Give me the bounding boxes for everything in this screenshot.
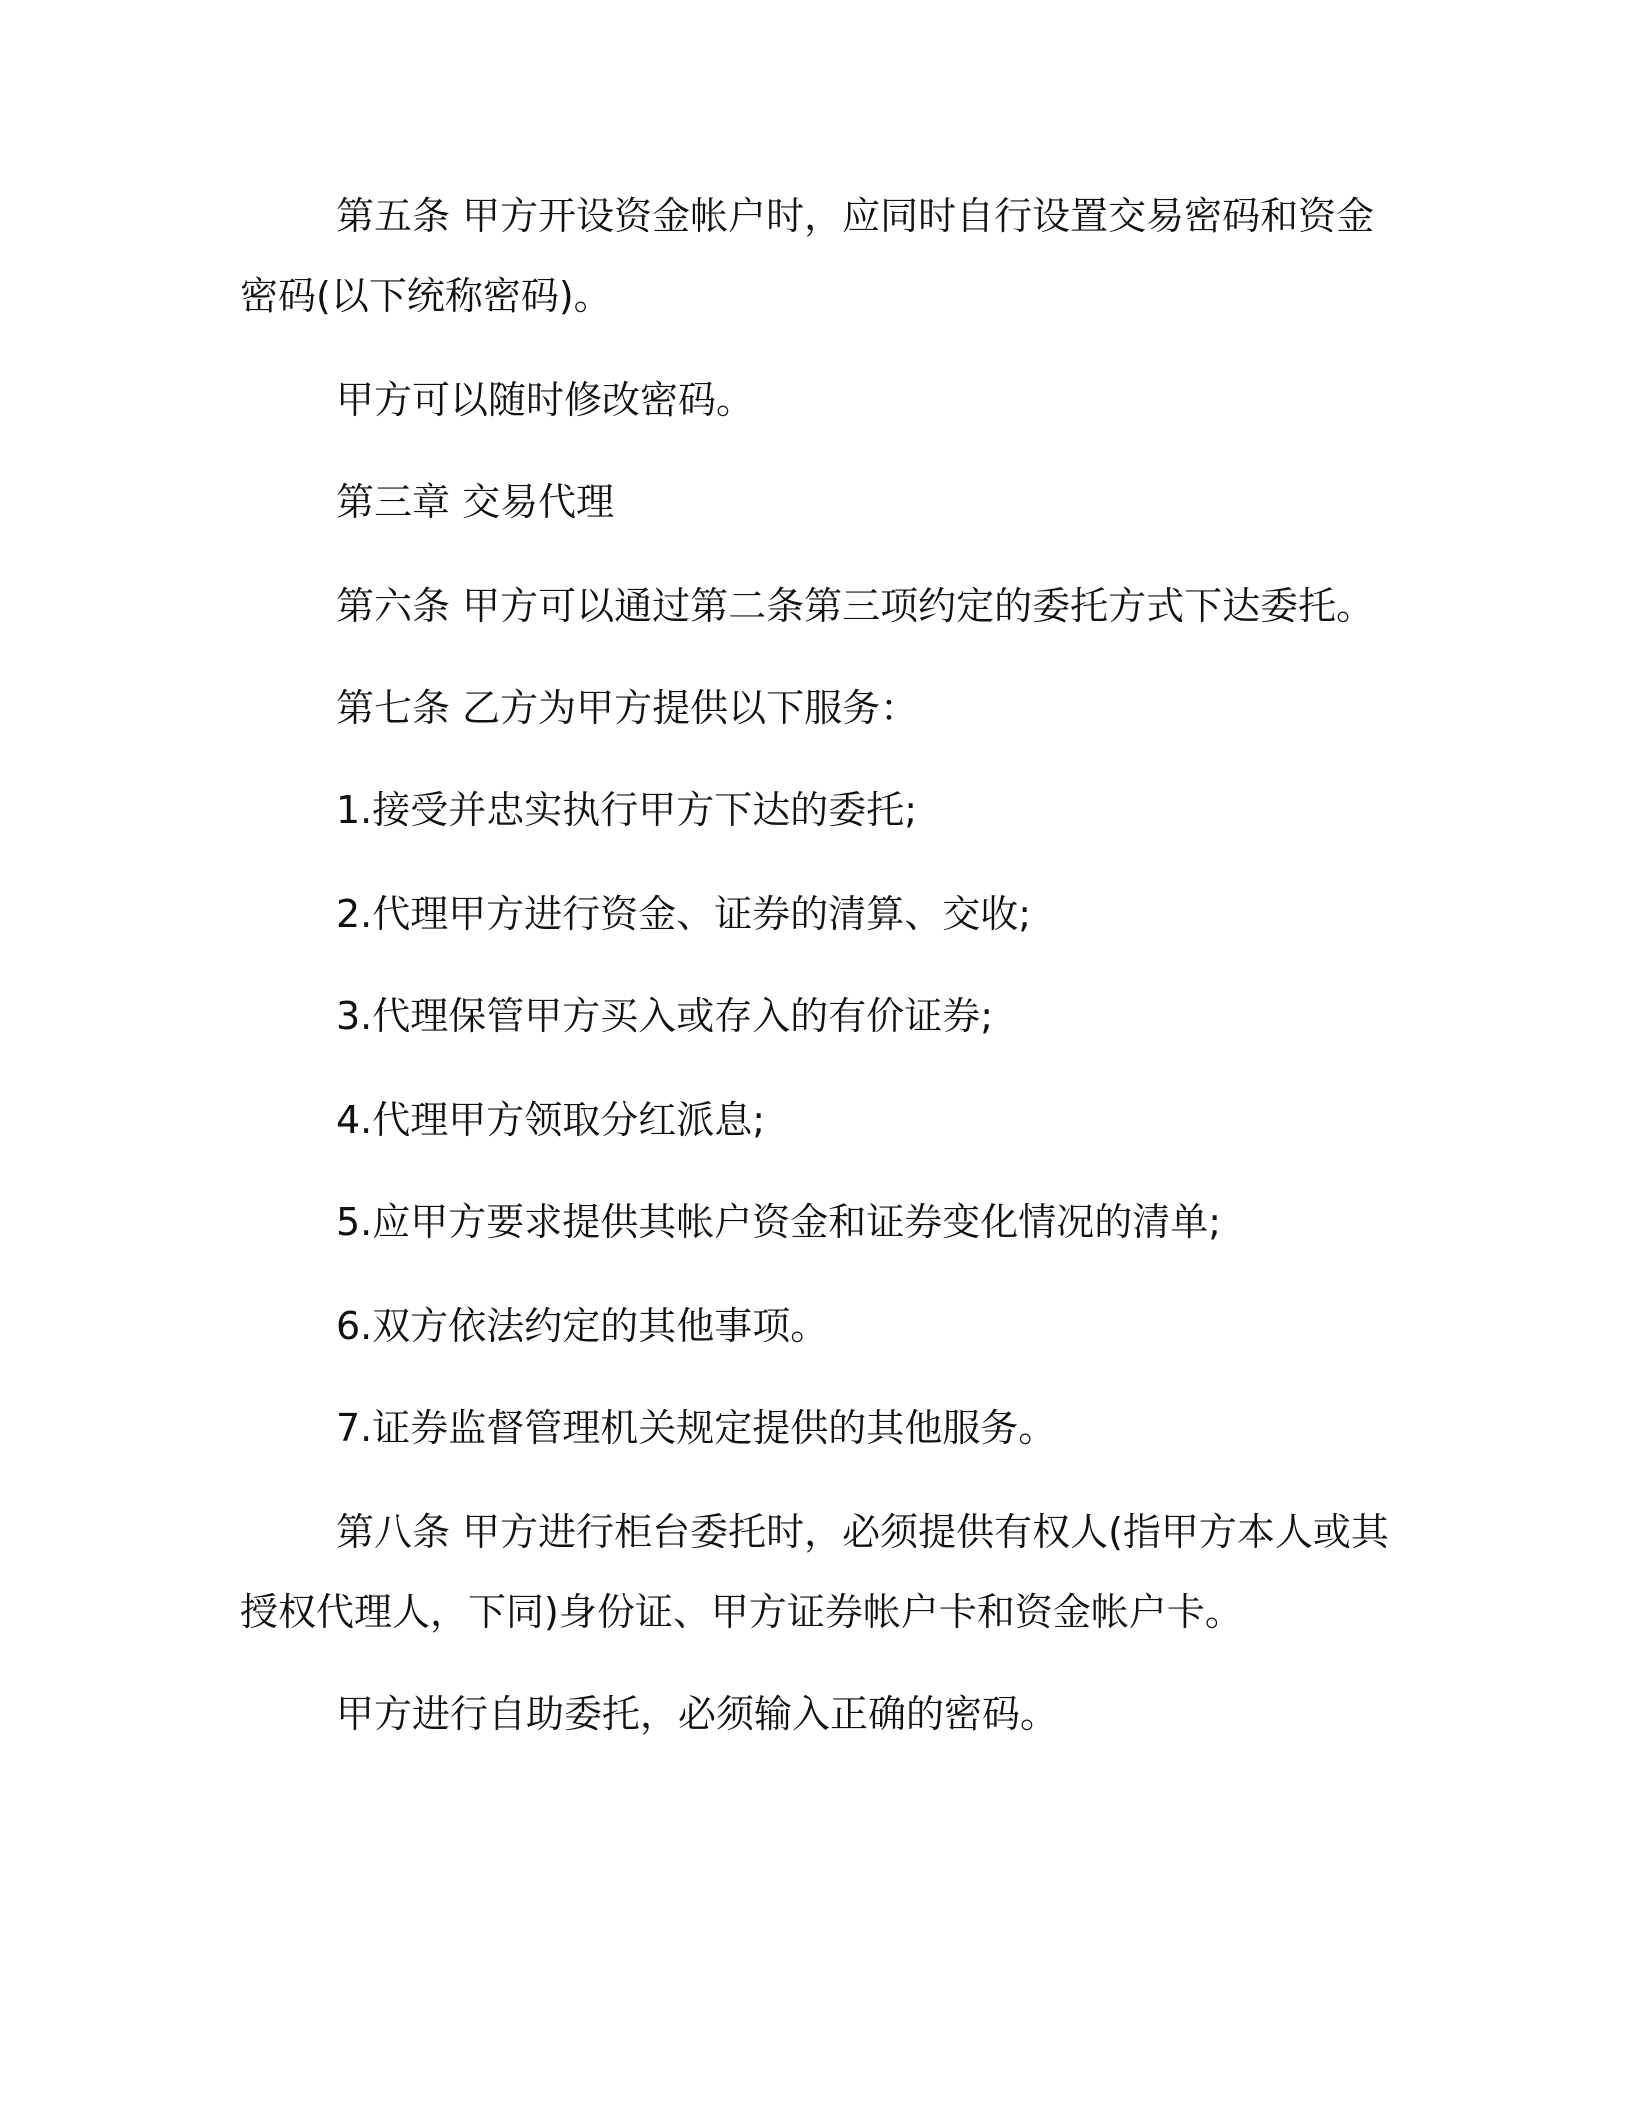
list-item-3: 3.代理保管甲方买入或存入的有价证券; <box>336 994 994 1038</box>
list-item-6: 6.双方依法约定的其他事项。 <box>336 1304 829 1348</box>
paragraph-article-5: 第五条 甲方开设资金帐户时，应同时自行设置交易密码和资金密码(以下统称密码)。 <box>240 194 1375 318</box>
paragraph-article-8: 第八条 甲方进行柜台委托时，必须提供有权人(指甲方本人或其授权代理人，下同)身份证、甲方证券帐户卡和资金帐户卡。 <box>240 1510 1389 1634</box>
paragraph-self-service: 甲方进行自助委托，必须输入正确的密码。 <box>336 1692 1059 1736</box>
list-item-7: 7.证券监督管理机关规定提供的其他服务。 <box>336 1406 1057 1450</box>
chapter-heading-3: 第三章 交易代理 <box>336 480 615 524</box>
paragraph-change-password: 甲方可以随时修改密码。 <box>336 378 755 422</box>
paragraph-article-6: 第六条 甲方可以通过第二条第三项约定的委托方式下达委托。 <box>336 584 1375 628</box>
paragraph-article-7: 第七条 乙方为甲方提供以下服务： <box>336 686 919 730</box>
list-item-5: 5.应甲方要求提供其帐户资金和证券变化情况的清单; <box>336 1200 1222 1244</box>
list-item-2: 2.代理甲方进行资金、证券的清算、交收; <box>336 892 1032 936</box>
list-item-4: 4.代理甲方领取分红派息; <box>336 1098 766 1142</box>
list-item-1: 1.接受并忠实执行甲方下达的委托; <box>336 788 918 832</box>
